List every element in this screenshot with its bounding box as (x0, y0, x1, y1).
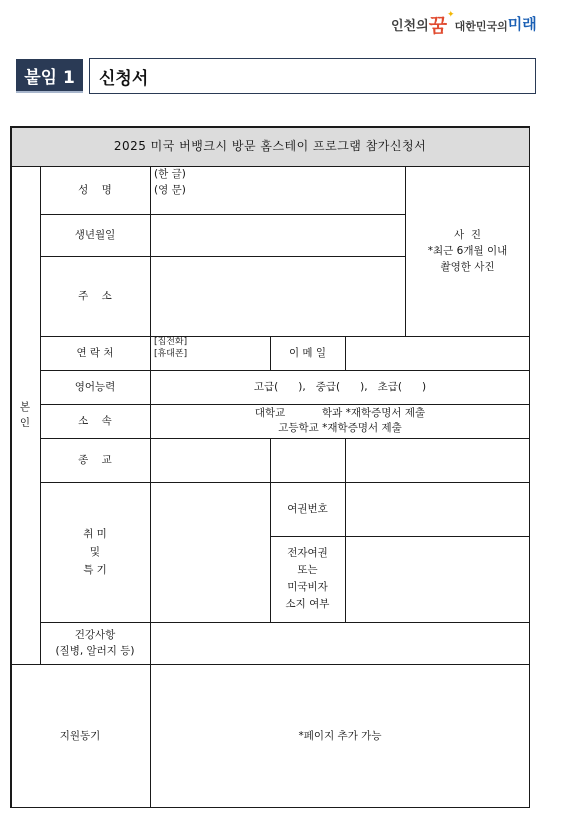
phone-field[interactable] (150, 336, 270, 370)
logo-text-korea: 대한민국의 (454, 20, 508, 33)
application-form (10, 126, 530, 808)
attachment-tag: 붙임 1 (16, 59, 83, 93)
form-title: 2025 미국 버뱅크시 방문 홈스테이 프로그램 참가신청서 (113, 139, 427, 153)
visa-status-label: 전자여권 또는 미국비자 소지 여부 (285, 547, 330, 610)
affiliation-label: 소 속 (78, 415, 112, 427)
passport-number-field[interactable] (345, 482, 530, 536)
contact-label: 연 락 처 (76, 347, 114, 359)
section-label-self: 본 인 (19, 401, 31, 429)
birth-label: 생년월일 (74, 229, 116, 241)
mobile-phone-label: [휴대폰] (154, 349, 188, 359)
affiliation-field[interactable] (150, 404, 530, 438)
email-label: 이 메 일 (288, 347, 327, 359)
affiliation-highschool: 고등학교 *재학증명서 제출 (278, 422, 402, 434)
home-phone-label: [집전화] (154, 337, 188, 347)
name-field[interactable] (150, 166, 405, 214)
religion-label: 종 교 (78, 454, 112, 466)
photo-requirement-cont: 촬영한 사진 (440, 261, 495, 273)
program-logo (391, 10, 537, 37)
religion-field[interactable] (150, 438, 270, 482)
logo-text-future: 미래 (507, 15, 537, 33)
motivation-label: 지원동기 (59, 730, 101, 742)
name-english-label: (영 문) (154, 184, 186, 196)
health-label: 건강사항 (질병, 알러지 등) (55, 629, 135, 657)
photo-label: 사 진 (454, 229, 481, 241)
page-title: 신청서 (89, 58, 536, 94)
name-korean-label: (한 글) (154, 168, 186, 180)
hobbies-label: 취 미 및 특 기 (83, 528, 107, 576)
photo-box[interactable] (405, 166, 530, 336)
affiliation-university: 대학교 학과 *재학증명서 제출 (254, 407, 426, 419)
email-field[interactable] (345, 336, 530, 370)
hobbies-field[interactable] (150, 482, 270, 622)
health-field[interactable] (150, 622, 530, 664)
photo-requirement: *최근 6개월 이내 (427, 245, 508, 257)
motivation-field[interactable]: *페이지 추가 가능 (298, 730, 382, 742)
address-label: 주 소 (78, 290, 112, 302)
logo-text-dream: 꿈 (428, 15, 448, 37)
address-field[interactable] (150, 256, 405, 336)
name-label: 성 명 (78, 184, 112, 196)
english-ability-label: 영어능력 (74, 381, 116, 393)
birth-field[interactable] (150, 214, 405, 256)
passport-number-label: 여권번호 (287, 503, 328, 515)
visa-status-field[interactable] (345, 536, 530, 622)
logo-star-icon: ✦ (447, 10, 455, 20)
english-ability-field[interactable]: 고급( ), 중급( ), 초급( ) (253, 381, 427, 393)
logo-text-incheon: 인천의 (391, 19, 429, 34)
